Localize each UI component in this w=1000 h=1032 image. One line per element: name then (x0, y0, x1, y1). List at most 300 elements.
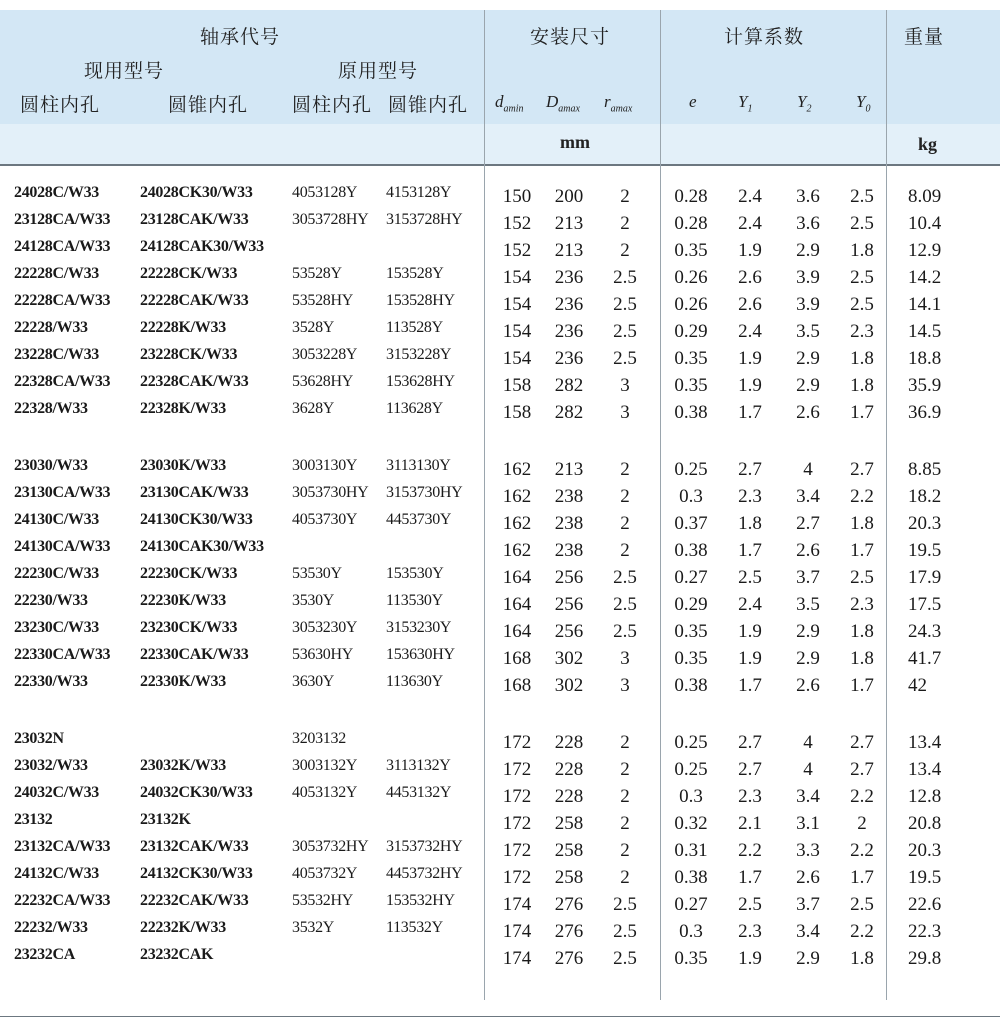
cell-original-cyl: 3530Y (292, 592, 335, 609)
cell-weight: 19.5 (908, 867, 942, 888)
cell-y2: 2.6 (796, 867, 820, 888)
cell-D-amax: 213 (554, 213, 584, 234)
cell-y0: 2.7 (850, 759, 874, 780)
cell-r-amax: 2 (620, 759, 630, 780)
table-row (0, 344, 1000, 371)
cell-y0: 2.2 (850, 486, 874, 507)
cell-current-cyl: 22230C/W33 (14, 565, 100, 582)
cell-D-amax: 256 (554, 594, 584, 615)
cell-r-amax: 2 (620, 732, 630, 753)
table-row (0, 944, 1000, 971)
cell-current-taper: 22228CAK/W33 (140, 292, 249, 309)
cell-D-amax: 302 (554, 648, 584, 669)
cell-current-cyl: 23030/W33 (14, 457, 88, 474)
cell-current-taper: 22230CK/W33 (140, 565, 238, 582)
cell-y0: 2.3 (850, 594, 874, 615)
cell-original-cyl: 53630HY (292, 646, 354, 663)
cell-d-amin: 174 (502, 948, 532, 969)
cell-r-amax: 2 (620, 840, 630, 861)
cell-y2: 3.6 (796, 213, 820, 234)
cell-e: 0.3 (679, 786, 703, 807)
cell-original-taper: 4453132Y (386, 784, 452, 801)
cell-y0: 2.5 (850, 894, 874, 915)
cell-D-amax: 302 (554, 675, 584, 696)
cell-y2: 2.9 (796, 240, 820, 261)
cell-e: 0.32 (674, 813, 708, 834)
cell-original-taper: 3113130Y (386, 457, 451, 474)
cell-original-taper: 153628HY (386, 373, 455, 390)
cell-current-taper: 24128CAK30/W33 (140, 238, 264, 255)
cyl-bore-heading: 圆柱内孔 (20, 94, 101, 116)
cell-current-cyl: 24032C/W33 (14, 784, 100, 801)
cell-original-taper: 153528Y (386, 265, 444, 282)
cell-y2: 3.1 (796, 813, 820, 834)
cell-y0: 1.8 (850, 948, 874, 969)
original-model-heading: 原用型号 (338, 60, 419, 82)
cell-y0: 1.8 (850, 648, 874, 669)
cell-current-taper: 22230K/W33 (140, 592, 226, 609)
cell-D-amax: 228 (554, 732, 584, 753)
cell-current-cyl: 23032/W33 (14, 757, 88, 774)
cell-D-amax: 256 (554, 567, 584, 588)
cell-y1: 1.7 (738, 402, 762, 423)
cell-r-amax: 2.5 (613, 594, 637, 615)
cell-e: 0.38 (674, 867, 708, 888)
cell-current-cyl: 23032N (14, 730, 64, 747)
units-row (0, 124, 1000, 164)
cell-r-amax: 2.5 (613, 948, 637, 969)
cell-y1: 2.3 (738, 921, 762, 942)
cell-y2: 3.4 (796, 786, 820, 807)
cell-r-amax: 3 (620, 648, 630, 669)
cell-d-amin: 174 (502, 894, 532, 915)
table-row (0, 455, 1000, 482)
cell-y1: 2.5 (738, 894, 762, 915)
cell-y2: 2.9 (796, 621, 820, 642)
cell-y0: 1.7 (850, 540, 874, 561)
cell-D-amax: 258 (554, 840, 584, 861)
weight-heading: 重量 (904, 26, 945, 48)
cell-current-cyl: 23130CA/W33 (14, 484, 111, 501)
cell-y0: 1.8 (850, 348, 874, 369)
table-row (0, 398, 1000, 425)
cell-weight: 14.5 (908, 321, 942, 342)
cell-D-amax: 258 (554, 867, 584, 888)
cell-d-amin: 154 (502, 348, 532, 369)
table-header (0, 10, 1000, 164)
cell-weight: 24.3 (908, 621, 942, 642)
cell-original-cyl: 53528Y (292, 265, 342, 282)
cell-y1: 1.9 (738, 375, 762, 396)
cell-original-cyl: 53628HY (292, 373, 354, 390)
cell-weight: 14.1 (908, 294, 942, 315)
cell-current-taper: 22232CAK/W33 (140, 892, 249, 909)
cell-weight: 19.5 (908, 540, 942, 561)
cell-current-cyl: 24130C/W33 (14, 511, 100, 528)
cell-y1: 2.3 (738, 786, 762, 807)
cell-current-cyl: 22230/W33 (14, 592, 88, 609)
cell-y2: 3.4 (796, 921, 820, 942)
table-row (0, 563, 1000, 590)
cell-original-cyl: 3053730HY (292, 484, 369, 501)
cell-original-cyl: 4053732Y (292, 865, 358, 882)
cell-y0: 2.5 (850, 186, 874, 207)
cell-e: 0.3 (679, 486, 703, 507)
cell-weight: 18.8 (908, 348, 942, 369)
cell-current-taper: 22228K/W33 (140, 319, 226, 336)
cell-e: 0.38 (674, 540, 708, 561)
cell-current-taper: 22232K/W33 (140, 919, 226, 936)
cell-original-cyl: 3528Y (292, 319, 335, 336)
cell-y0: 1.8 (850, 240, 874, 261)
cell-current-taper: 22330CAK/W33 (140, 646, 249, 663)
group-spacer (0, 698, 1000, 728)
cell-original-cyl: 3053732HY (292, 838, 369, 855)
cell-current-taper: 23230CK/W33 (140, 619, 238, 636)
cell-y0: 2.2 (850, 921, 874, 942)
cell-e: 0.37 (674, 513, 708, 534)
unit-kg: kg (918, 134, 938, 154)
cell-e: 0.27 (674, 567, 708, 588)
cell-current-taper: 23030K/W33 (140, 457, 226, 474)
cell-e: 0.25 (674, 759, 708, 780)
cell-original-taper: 3153732HY (386, 838, 463, 855)
cell-original-cyl: 3630Y (292, 673, 335, 690)
cell-original-cyl: 53528HY (292, 292, 354, 309)
cell-weight: 20.3 (908, 513, 942, 534)
cell-d-amin: 162 (502, 459, 532, 480)
cell-y1: 2.6 (738, 294, 762, 315)
cell-original-cyl: 3053728HY (292, 211, 369, 228)
cell-y1: 1.7 (738, 675, 762, 696)
cell-current-taper: 23128CAK/W33 (140, 211, 249, 228)
cell-current-cyl: 22328/W33 (14, 400, 88, 417)
cell-y1: 1.9 (738, 648, 762, 669)
taper-bore-heading: 圆锥内孔 (168, 94, 249, 116)
table-row (0, 917, 1000, 944)
sym-r-amax: $r_{amax}$ (604, 92, 633, 115)
cell-original-cyl: 3003132Y (292, 757, 358, 774)
table-row (0, 863, 1000, 890)
cell-y2: 2.6 (796, 402, 820, 423)
cell-current-cyl: 22330CA/W33 (14, 646, 111, 663)
cell-current-taper: 24130CK30/W33 (140, 511, 253, 528)
cell-y2: 2.9 (796, 648, 820, 669)
taper-bore-heading-2: 圆锥内孔 (388, 94, 469, 116)
cell-y1: 2.4 (738, 186, 762, 207)
cell-d-amin: 152 (502, 240, 532, 261)
cell-y1: 1.7 (738, 540, 762, 561)
cell-r-amax: 2 (620, 186, 630, 207)
cell-original-taper: 3153730HY (386, 484, 463, 501)
cell-e: 0.26 (674, 294, 708, 315)
cell-r-amax: 2 (620, 867, 630, 888)
cell-y1: 2.3 (738, 486, 762, 507)
cell-weight: 22.6 (908, 894, 942, 915)
cell-r-amax: 2 (620, 513, 630, 534)
cell-current-taper: 24028CK30/W33 (140, 184, 253, 201)
cell-current-cyl: 24132C/W33 (14, 865, 100, 882)
cell-current-taper: 22330K/W33 (140, 673, 226, 690)
sym-e: e (689, 92, 697, 111)
cell-e: 0.25 (674, 732, 708, 753)
cell-current-cyl: 23128CA/W33 (14, 211, 111, 228)
cell-D-amax: 236 (554, 294, 584, 315)
cell-e: 0.27 (674, 894, 708, 915)
cell-y1: 2.5 (738, 567, 762, 588)
cell-original-cyl: 53530Y (292, 565, 342, 582)
cell-e: 0.29 (674, 594, 708, 615)
cell-original-taper: 3153728HY (386, 211, 463, 228)
table-row (0, 482, 1000, 509)
table-bottom-rule (0, 1016, 1000, 1017)
cell-e: 0.35 (674, 648, 708, 669)
cell-weight: 10.4 (908, 213, 942, 234)
cell-weight: 42 (908, 675, 927, 696)
cell-e: 0.28 (674, 186, 708, 207)
cell-current-cyl: 23230C/W33 (14, 619, 100, 636)
cell-e: 0.38 (674, 675, 708, 696)
cell-current-cyl: 24128CA/W33 (14, 238, 111, 255)
cell-D-amax: 200 (554, 186, 584, 207)
cell-original-cyl: 3532Y (292, 919, 335, 936)
cell-original-taper: 4453732HY (386, 865, 463, 882)
cell-y0: 1.8 (850, 621, 874, 642)
cell-y0: 2.5 (850, 567, 874, 588)
current-model-heading: 现用型号 (84, 60, 165, 82)
cell-y0: 2.7 (850, 459, 874, 480)
cell-y2: 3.3 (796, 840, 820, 861)
cell-e: 0.38 (674, 402, 708, 423)
cell-current-taper: 22228CK/W33 (140, 265, 238, 282)
cell-e: 0.35 (674, 948, 708, 969)
calc-coeffs-heading: 计算系数 (724, 26, 805, 48)
cell-y2: 4 (803, 459, 813, 480)
cell-y2: 4 (803, 732, 813, 753)
cell-current-cyl: 22228C/W33 (14, 265, 100, 282)
cell-original-taper: 153528HY (386, 292, 455, 309)
sym-d-amin: $d_{amin}$ (495, 92, 524, 115)
cell-d-amin: 168 (502, 675, 532, 696)
cell-d-amin: 164 (502, 621, 532, 642)
cell-original-taper: 4453730Y (386, 511, 452, 528)
cell-d-amin: 172 (502, 840, 532, 861)
cell-y2: 2.6 (796, 675, 820, 696)
cell-d-amin: 164 (502, 594, 532, 615)
cell-current-cyl: 23132CA/W33 (14, 838, 111, 855)
cell-original-cyl: 3053230Y (292, 619, 358, 636)
cell-weight: 13.4 (908, 732, 942, 753)
cell-D-amax: 238 (554, 513, 584, 534)
cell-D-amax: 236 (554, 321, 584, 342)
unit-mm: mm (560, 132, 590, 152)
cell-weight: 29.8 (908, 948, 942, 969)
cell-current-cyl: 23228C/W33 (14, 346, 100, 363)
cell-D-amax: 276 (554, 921, 584, 942)
cell-original-taper: 153532HY (386, 892, 455, 909)
cell-weight: 14.2 (908, 267, 942, 288)
cell-current-cyl: 22232/W33 (14, 919, 88, 936)
cell-r-amax: 2.5 (613, 567, 637, 588)
table-row (0, 317, 1000, 344)
cell-current-cyl: 23132 (14, 811, 53, 828)
cell-current-taper: 23132CAK/W33 (140, 838, 249, 855)
cell-r-amax: 3 (620, 375, 630, 396)
cell-y1: 1.7 (738, 867, 762, 888)
cell-weight: 8.85 (908, 459, 942, 480)
cell-r-amax: 2.5 (613, 921, 637, 942)
cell-y0: 2.2 (850, 786, 874, 807)
cyl-bore-heading-2: 圆柱内孔 (292, 94, 373, 116)
cell-d-amin: 158 (502, 375, 532, 396)
cell-d-amin: 164 (502, 567, 532, 588)
cell-original-cyl: 4053132Y (292, 784, 358, 801)
cell-r-amax: 2 (620, 213, 630, 234)
table-row (0, 590, 1000, 617)
cell-r-amax: 2 (620, 459, 630, 480)
table-row (0, 782, 1000, 809)
cell-e: 0.31 (674, 840, 708, 861)
cell-r-amax: 2 (620, 540, 630, 561)
cell-weight: 12.9 (908, 240, 942, 261)
cell-d-amin: 172 (502, 867, 532, 888)
cell-e: 0.35 (674, 621, 708, 642)
cell-original-taper: 113528Y (386, 319, 443, 336)
table-body (0, 164, 1000, 971)
cell-weight: 18.2 (908, 486, 942, 507)
cell-original-taper: 3153228Y (386, 346, 452, 363)
cell-D-amax: 236 (554, 267, 584, 288)
cell-y1: 1.9 (738, 621, 762, 642)
cell-current-taper: 24130CAK30/W33 (140, 538, 264, 555)
cell-d-amin: 158 (502, 402, 532, 423)
cell-D-amax: 282 (554, 375, 584, 396)
cell-D-amax: 258 (554, 813, 584, 834)
cell-y1: 2.7 (738, 759, 762, 780)
table-row (0, 755, 1000, 782)
cell-current-taper: 22328K/W33 (140, 400, 226, 417)
cell-d-amin: 154 (502, 321, 532, 342)
cell-y1: 2.6 (738, 267, 762, 288)
group-spacer (0, 425, 1000, 455)
cell-y0: 2.5 (850, 267, 874, 288)
cell-weight: 35.9 (908, 375, 942, 396)
table-row (0, 182, 1000, 209)
cell-y2: 2.9 (796, 948, 820, 969)
cell-original-taper: 4153128Y (386, 184, 452, 201)
cell-e: 0.29 (674, 321, 708, 342)
cell-current-taper: 24132CK30/W33 (140, 865, 253, 882)
cell-y1: 2.4 (738, 321, 762, 342)
cell-D-amax: 238 (554, 540, 584, 561)
cell-current-taper: 23130CAK/W33 (140, 484, 249, 501)
cell-e: 0.35 (674, 348, 708, 369)
cell-D-amax: 228 (554, 759, 584, 780)
cell-current-taper: 23228CK/W33 (140, 346, 238, 363)
sym-y0: $Y_0$ (856, 92, 871, 115)
cell-D-amax: 228 (554, 786, 584, 807)
cell-d-amin: 172 (502, 813, 532, 834)
cell-original-cyl: 3053228Y (292, 346, 358, 363)
cell-y0: 2 (857, 813, 867, 834)
cell-y0: 2.5 (850, 294, 874, 315)
table-row (0, 536, 1000, 563)
cell-y0: 1.8 (850, 513, 874, 534)
cell-r-amax: 3 (620, 675, 630, 696)
cell-original-cyl: 3203132 (292, 730, 346, 747)
cell-y1: 2.4 (738, 594, 762, 615)
table-row (0, 728, 1000, 755)
table-row (0, 836, 1000, 863)
cell-y2: 3.7 (796, 894, 820, 915)
cell-current-cyl: 22328CA/W33 (14, 373, 111, 390)
cell-weight: 8.09 (908, 186, 942, 207)
table-row (0, 236, 1000, 263)
cell-current-cyl: 24028C/W33 (14, 184, 100, 201)
cell-e: 0.26 (674, 267, 708, 288)
cell-D-amax: 213 (554, 459, 584, 480)
cell-original-cyl: 53532HY (292, 892, 354, 909)
cell-current-taper: 23132K (140, 811, 191, 828)
cell-y1: 2.7 (738, 732, 762, 753)
cell-current-cyl: 22330/W33 (14, 673, 88, 690)
cell-r-amax: 3 (620, 402, 630, 423)
cell-D-amax: 276 (554, 948, 584, 969)
cell-original-taper: 3113132Y (386, 757, 451, 774)
cell-e: 0.35 (674, 375, 708, 396)
cell-r-amax: 2 (620, 813, 630, 834)
cell-r-amax: 2.5 (613, 321, 637, 342)
cell-D-amax: 236 (554, 348, 584, 369)
cell-weight: 12.8 (908, 786, 942, 807)
cell-weight: 17.5 (908, 594, 942, 615)
cell-y2: 2.6 (796, 540, 820, 561)
cell-d-amin: 152 (502, 213, 532, 234)
cell-original-taper: 153630HY (386, 646, 455, 663)
cell-current-cyl: 22232CA/W33 (14, 892, 111, 909)
table-row (0, 263, 1000, 290)
cell-current-cyl: 22228/W33 (14, 319, 88, 336)
cell-y2: 3.6 (796, 186, 820, 207)
cell-d-amin: 168 (502, 648, 532, 669)
table-row (0, 644, 1000, 671)
cell-original-taper: 153530Y (386, 565, 444, 582)
cell-d-amin: 162 (502, 513, 532, 534)
cell-D-amax: 282 (554, 402, 584, 423)
table-row (0, 890, 1000, 917)
cell-original-cyl: 4053128Y (292, 184, 358, 201)
cell-y0: 2.2 (850, 840, 874, 861)
cell-current-taper: 23232CAK (140, 946, 214, 963)
cell-y0: 2.5 (850, 213, 874, 234)
table-row (0, 617, 1000, 644)
sym-D-amax: $D_{amax}$ (546, 92, 580, 115)
cell-y2: 3.7 (796, 567, 820, 588)
cell-e: 0.3 (679, 921, 703, 942)
cell-d-amin: 172 (502, 786, 532, 807)
cell-current-cyl: 23232CA (14, 946, 76, 963)
cell-y2: 2.9 (796, 348, 820, 369)
cell-original-taper: 113630Y (386, 673, 443, 690)
sym-y1: $Y_1$ (738, 92, 753, 115)
cell-current-taper: 23032K/W33 (140, 757, 226, 774)
cell-original-taper: 3153230Y (386, 619, 452, 636)
cell-e: 0.25 (674, 459, 708, 480)
cell-y0: 1.7 (850, 675, 874, 696)
cell-y1: 2.1 (738, 813, 762, 834)
table-row (0, 209, 1000, 236)
cell-y0: 1.7 (850, 402, 874, 423)
